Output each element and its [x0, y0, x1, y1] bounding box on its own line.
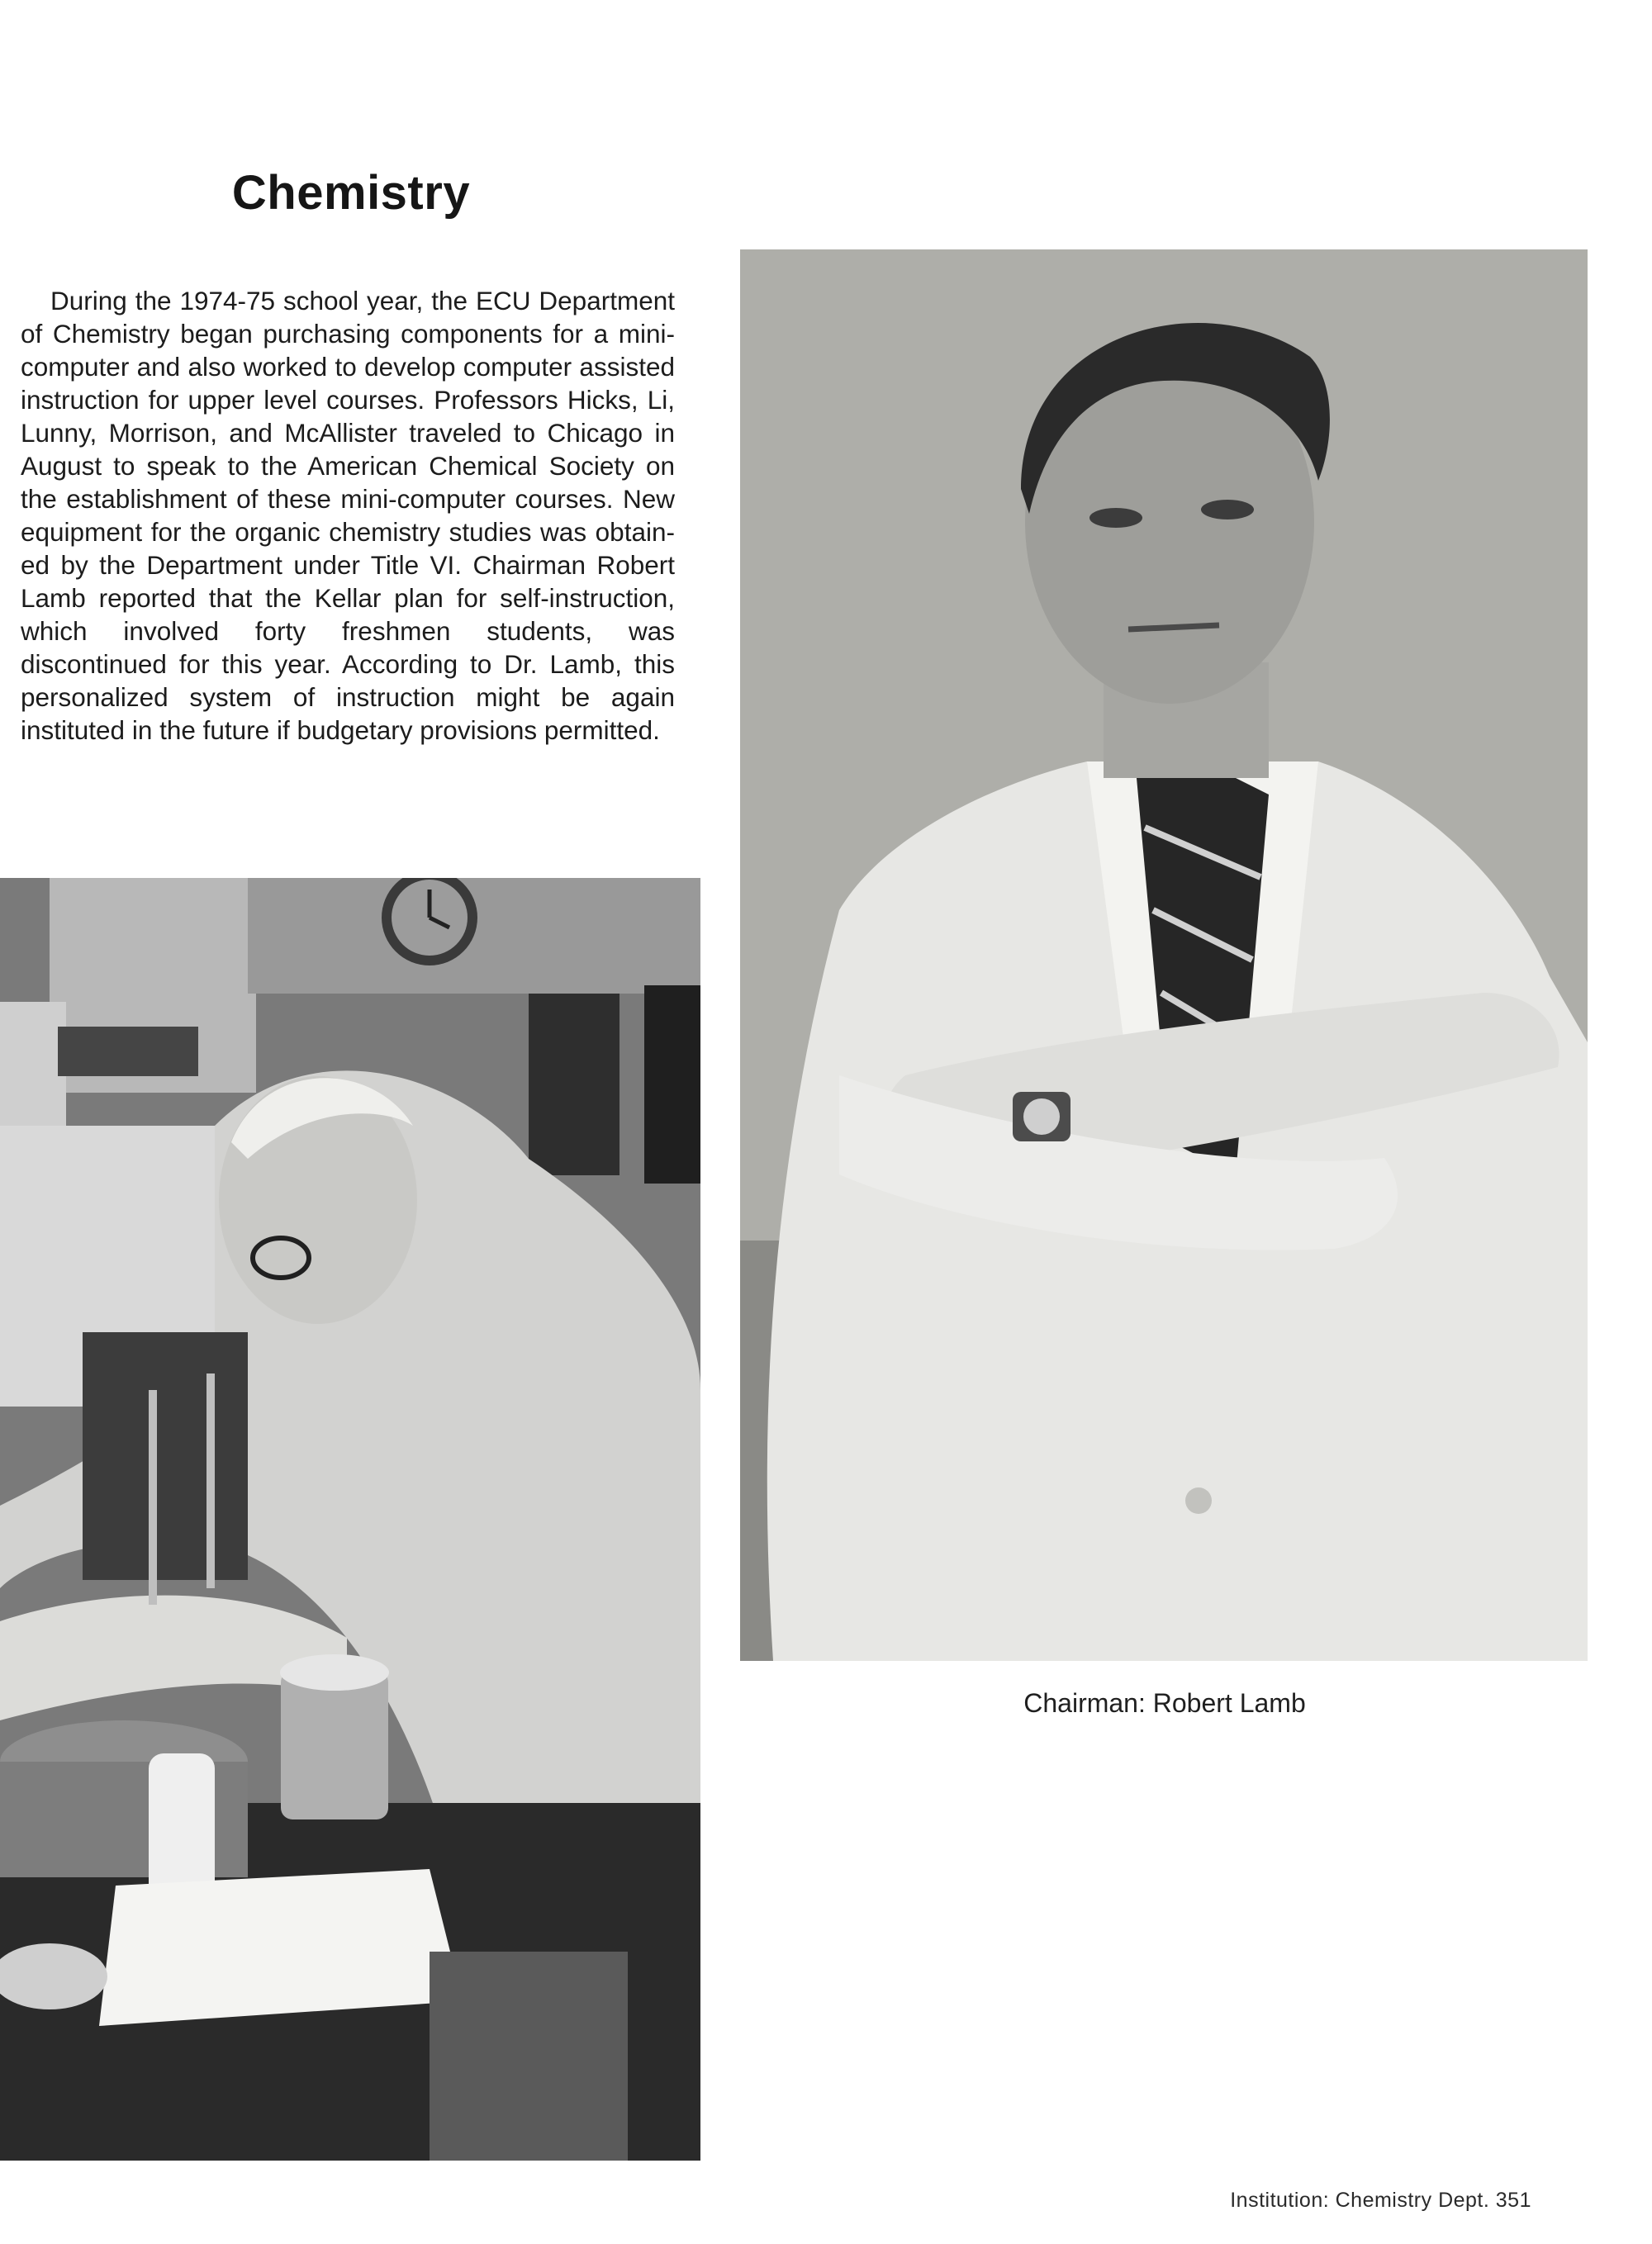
- photo-caption: Chairman: Robert Lamb: [1023, 1688, 1306, 1718]
- page-title: Chemistry: [231, 166, 471, 220]
- article-body: During the 1974-75 school year, the ECU Department of Chemistry began purchasing components for a mini-computer and also worked to develop computer assisted instruction for upper level courses. Professors Hicks, Li, Lunny, Morrison, and McAllister traveled to Chicago in August to speak to the American Chemical Society on the establishment of these mini-computer courses. New equipment for the organic chemistry studies was obtained by the Department under Title VI. Chairman Robert Lamb reported that the Kellar plan for self-instruction, which involved forty freshmen students, was discontinued for this year. According to Dr. Lamb, this personalized system of instruction might be again instituted in the future if budgetary provisions permitted.: [21, 286, 675, 745]
- chairman-portrait-photo: [740, 249, 1588, 1661]
- lab-photo: [0, 878, 700, 2161]
- page-footer: Institution: Chemistry Dept. 351: [1230, 2189, 1531, 2212]
